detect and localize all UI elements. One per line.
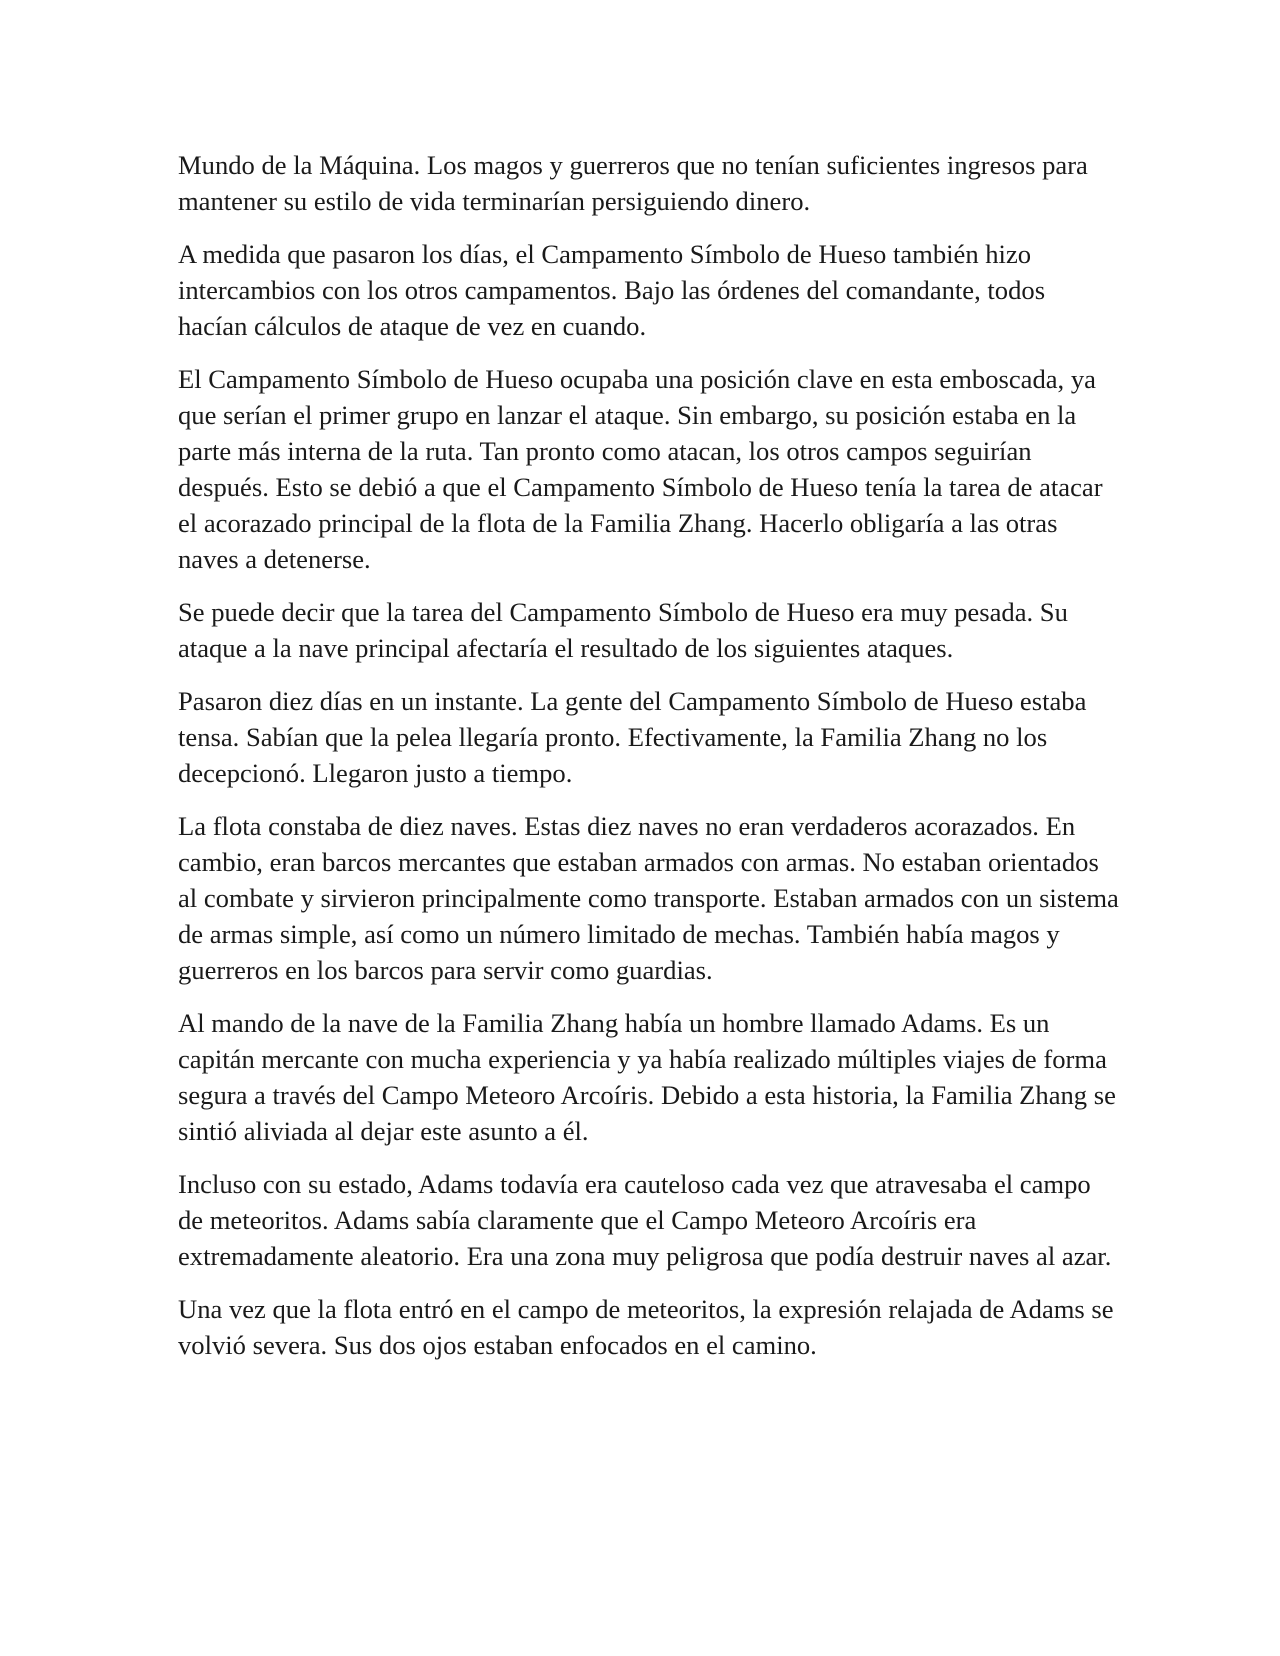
paragraph-9: Una vez que la flota entró en el campo de meteoritos, la expresión relajada de Adams se volvió severa. Sus dos ojos estaban enfocados en el camino. [178, 1294, 1114, 1360]
paragraph-4: Se puede decir que la tarea del Campamento Símbolo de Hueso era muy pesada. Su ataque a la nave principal afectaría el resultado de los siguientes ataques. [178, 597, 1068, 663]
document-body [178, 147, 1120, 1380]
paragraph-5: Pasaron diez días en un instante. La gente del Campamento Símbolo de Hueso estaba tensa. Sabían que la pelea llegaría pronto. Efectivamente, la Familia Zhang no los decepcionó. Llegaron justo a tiempo. [178, 686, 1087, 788]
paragraph-2: A medida que pasaron los días, el Campamento Símbolo de Hueso también hizo intercambios con los otros campamentos. Bajo las órdenes del comandante, todos hacían cálculos de ataque de vez en cuando. [178, 239, 1046, 341]
paragraph-3: El Campamento Símbolo de Hueso ocupaba una posición clave en esta emboscada, ya que serían el primer grupo en lanzar el ataque. Sin embargo, su posición estaba en la parte más interna de la ruta. Tan pronto como atacan, los otros campos seguirían después. Esto se debió a que el Campamento Símbolo de Hueso tenía la tarea de atacar el acorazado principal de la flota de la Familia Zhang. Hacerlo obligaría a las otras naves a detenerse. [178, 364, 1103, 574]
paragraph-8: Incluso con su estado, Adams todavía era cauteloso cada vez que atravesaba el campo de meteoritos. Adams sabía claramente que el Campo Meteoro Arcoíris era extremadamente aleatorio. Era una zona muy peligrosa que podía destruir naves al azar. [178, 1169, 1112, 1271]
paragraph-6: La flota constaba de diez naves. Estas diez naves no eran verdaderos acorazados. En cambio, eran barcos mercantes que estaban armados con armas. No estaban orientados al combate y sirvieron principalmente como transporte. Estaban armados con un sistema de armas simple, así como un número limitado de mechas. También había magos y guerreros en los barcos para servir como guardias. [178, 811, 1119, 985]
paragraph-1: Mundo de la Máquina. Los magos y guerreros que no tenían suficientes ingresos para mantener su estilo de vida terminarían persiguiendo dinero. [178, 150, 1088, 216]
paragraph-7: Al mando de la nave de la Familia Zhang había un hombre llamado Adams. Es un capitán mercante con mucha experiencia y ya había realizado múltiples viajes de forma segura a través del Campo Meteoro Arcoíris. Debido a esta historia, la Familia Zhang se sintió aliviada al dejar este asunto a él. [178, 1008, 1116, 1146]
